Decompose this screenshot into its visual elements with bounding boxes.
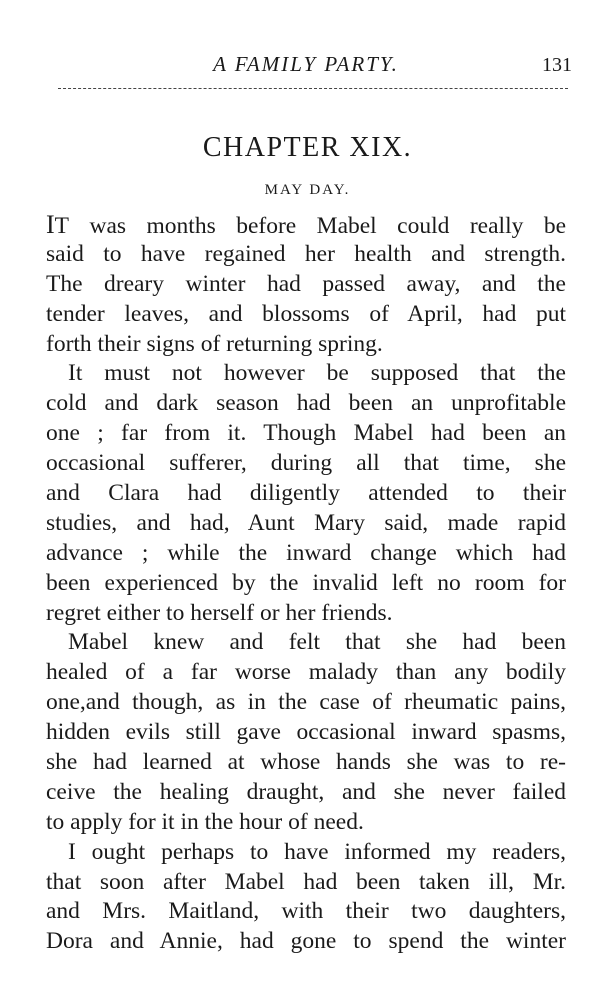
text-line: she had learned at whose hands she was to re- [46,749,566,776]
text-line: and Clara had diligently attended to their [46,480,566,507]
body-text [46,210,566,957]
initial-letter: I [46,210,55,239]
chapter-title: CHAPTER XIX. [202,132,413,163]
paragraph [46,838,566,958]
paragraph [46,210,566,359]
text-line: and Mrs. Maitland, with their two daughters, [46,898,566,925]
text-line: to apply for it in the hour of need. [46,808,364,835]
running-header [40,52,572,82]
text-line: said to have regained her health and strength. [46,240,566,267]
text-line: that soon after Mabel had been taken ill, Mr. [46,868,566,895]
text-line: regret either to herself or her friends. [46,599,393,626]
paragraph [46,628,566,837]
text-line: one,and though, as in the case of rheumatic pains, [46,689,566,716]
text-line: The dreary winter had passed away, and the [46,270,566,297]
text-line: ceive the healing draught, and she never failed [46,778,566,805]
text-line: IT was months before Mabel could really be [46,210,566,239]
text-line: It must not however be supposed that the [68,360,566,387]
header-rule [58,88,568,89]
page-number: 131 [542,54,572,76]
text-line: been experienced by the invalid left no room for [46,569,566,596]
text-line: studies, and had, Aunt Mary said, made rapid [46,509,566,536]
text-line: occasional sufferer, during all that time, she [46,450,566,477]
text-line: Mabel knew and felt that she had been [68,629,566,656]
text-line: healed of a far worse malady than any bodily [46,659,566,686]
text-line: advance ; while the inward change which had [46,539,566,566]
running-title: A FAMILY PARTY. [213,52,399,76]
text-line: forth their signs of returning spring. [46,330,383,357]
text-line: Dora and Annie, had gone to spend the winter [46,928,566,955]
initial-word-rest: T [54,213,70,239]
text-line: I ought perhaps to have informed my readers, [68,838,566,865]
text-line: hidden evils still gave occasional inward spasms, [46,719,566,746]
paragraph [46,359,566,628]
text-line: tender leaves, and blossoms of April, had put [46,300,566,327]
text-line: one ; far from it. Though Mabel had been an [46,420,566,447]
chapter-subtitle: MAY DAY. [264,182,351,198]
text-line: cold and dark season had been an unprofitable [46,390,566,417]
